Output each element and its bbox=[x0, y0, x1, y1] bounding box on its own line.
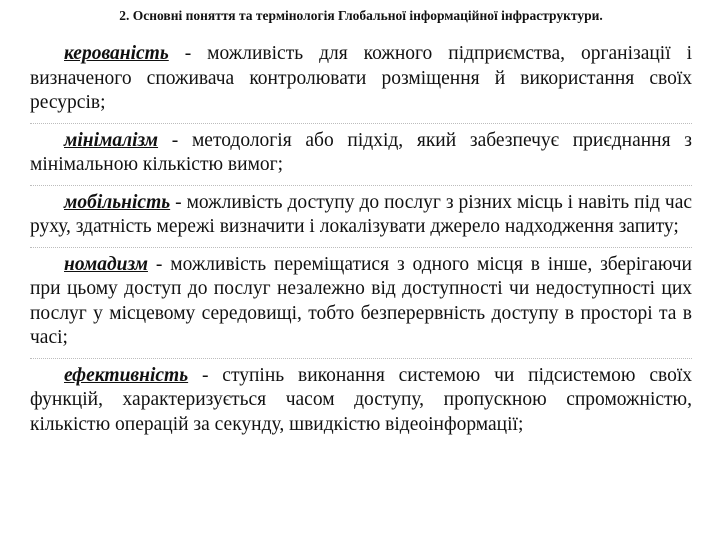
definition-text-controllability: - можливість для кожного підприємства, організації і визначеного споживача контролювати розміщення й використання своїх ресурсів; bbox=[30, 43, 692, 113]
term-mobility: мобільність bbox=[64, 191, 171, 213]
definition-text-mobility: - можливість доступу до послуг з різних місць і навіть під час руху, здатність мережі визначити і локалізувати джерело надходження запиту; bbox=[30, 191, 692, 237]
section-heading: 2. Основні поняття та термінологія Глобальної інформаційної інфраструктури. bbox=[119, 8, 603, 23]
term-nomadism: номадизм bbox=[64, 253, 148, 275]
definition-entry-nomadism bbox=[30, 247, 692, 351]
term-controllability: керованість bbox=[64, 43, 169, 64]
term-efficiency: ефективність bbox=[64, 364, 189, 386]
definition-text-nomadism: - можливість переміщатися з одного місця в інше, зберігаючи при цьому доступ до послуг незалежно від доступності чи недоступності цих послуг у місцевому середовищі, тобто безперервність доступу в просторі та в часі; bbox=[30, 253, 692, 348]
term-minimalism: мінімалізм bbox=[64, 129, 159, 151]
definition-entry-controllability bbox=[30, 42, 692, 116]
definition-entry-minimalism bbox=[30, 123, 692, 178]
definition-text-minimalism: - методологія або підхід, який забезпечує приєднання з мінімальною кількістю вимог; bbox=[30, 129, 692, 175]
definition-entry-mobility bbox=[30, 185, 692, 240]
definition-text-efficiency: - ступінь виконання системою чи підсистемою своїх функцій, характеризується часом доступу, пропускною спроможністю, кількістю операцій за секунду, швидкістю відеоінформації; bbox=[30, 364, 692, 435]
definition-entry-efficiency bbox=[30, 358, 692, 438]
